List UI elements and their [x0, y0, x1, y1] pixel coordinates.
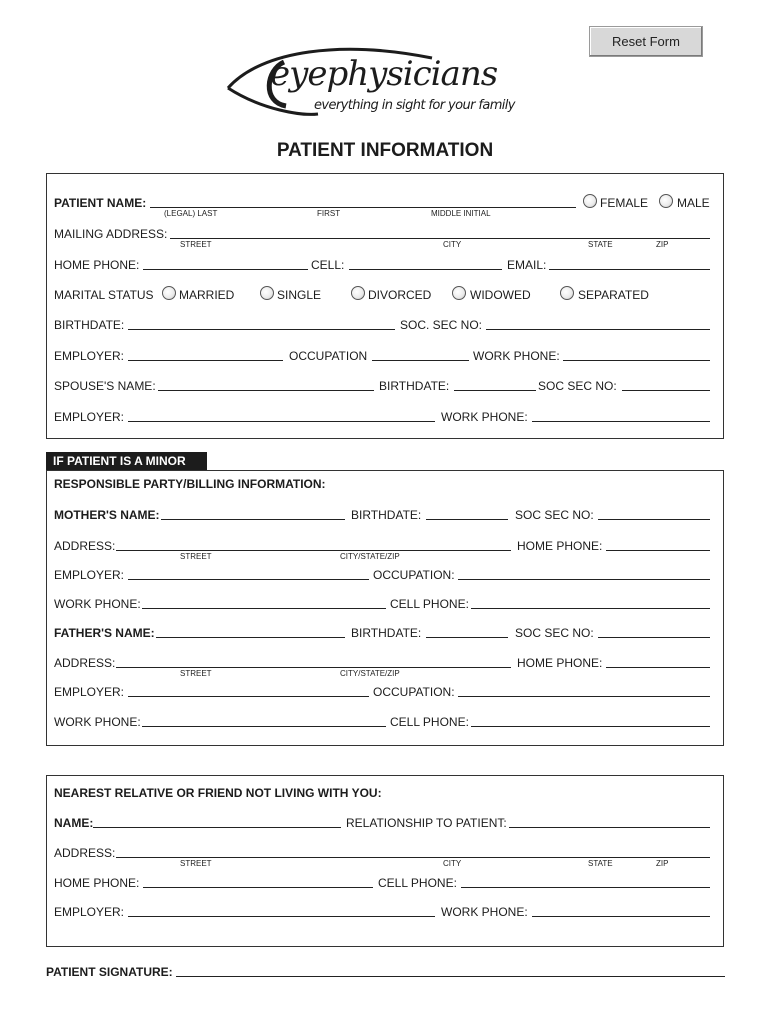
marital-status-label: MARITAL STATUS [54, 288, 154, 302]
sub-middle: MIDDLE INITIAL [431, 209, 491, 218]
father-sub-street: STREET [180, 669, 212, 678]
father-birthdate-line[interactable] [426, 637, 508, 638]
father-home-phone-line[interactable] [606, 667, 710, 668]
logo [222, 44, 532, 120]
birthdate-line[interactable] [128, 329, 395, 330]
mother-birthdate-line[interactable] [426, 519, 508, 520]
mother-cell-phone-line[interactable] [471, 608, 710, 609]
father-name-line[interactable] [156, 637, 345, 638]
mailing-address-label: MAILING ADDRESS: [54, 227, 168, 241]
single-label: SINGLE [277, 288, 322, 302]
father-employer-line[interactable] [128, 696, 369, 697]
mother-occupation-label: OCCUPATION: [373, 568, 455, 582]
page-title: PATIENT INFORMATION [276, 140, 494, 161]
reset-form-button[interactable]: Reset Form [589, 26, 703, 57]
sub-zip: ZIP [656, 240, 669, 249]
relative-sub-street: STREET [180, 859, 212, 868]
work-phone2-label: WORK PHONE: [441, 410, 528, 424]
father-soc-label: SOC SEC NO: [515, 626, 594, 640]
relative-name-label: NAME: [54, 816, 94, 830]
work-phone2-line[interactable] [532, 421, 710, 422]
widowed-radio[interactable] [452, 286, 466, 300]
relative-work-phone-label: WORK PHONE: [441, 905, 528, 919]
female-radio[interactable] [583, 194, 597, 208]
divorced-label: DIVORCED [368, 288, 432, 302]
single-radio[interactable] [260, 286, 274, 300]
logo-brand: eyephysicians [270, 54, 498, 94]
father-sub-csz: CITY/STATE/ZIP [340, 669, 400, 678]
employer-line[interactable] [128, 360, 283, 361]
married-label: MARRIED [179, 288, 235, 302]
mother-sub-csz: CITY/STATE/ZIP [340, 552, 400, 561]
relative-sub-city: CITY [443, 859, 462, 868]
mother-birthdate-label: BIRTHDATE: [351, 508, 422, 522]
soc-sec-label: SOC. SEC NO: [400, 318, 483, 332]
mother-sub-street: STREET [180, 552, 212, 561]
mother-address-label: ADDRESS: [54, 539, 116, 553]
separated-label: SEPARATED [578, 288, 649, 302]
relationship-line[interactable] [509, 827, 710, 828]
employer2-line[interactable] [128, 421, 435, 422]
relative-sub-state: STATE [588, 859, 613, 868]
relative-home-phone-label: HOME PHONE: [54, 876, 140, 890]
spouse-birthdate-line[interactable] [454, 390, 536, 391]
mother-work-phone-line[interactable] [142, 608, 386, 609]
work-phone-line[interactable] [563, 360, 710, 361]
patient-name-line[interactable] [150, 207, 576, 208]
spouse-soc-line[interactable] [622, 390, 710, 391]
mother-employer-label: EMPLOYER: [54, 568, 125, 582]
separated-radio[interactable] [560, 286, 574, 300]
relative-employer-label: EMPLOYER: [54, 905, 125, 919]
father-address-label: ADDRESS: [54, 656, 116, 670]
father-birthdate-label: BIRTHDATE: [351, 626, 422, 640]
mother-home-phone-label: HOME PHONE: [517, 539, 603, 553]
father-occupation-label: OCCUPATION: [373, 685, 455, 699]
employer2-label: EMPLOYER: [54, 410, 125, 424]
spouse-name-line[interactable] [158, 390, 374, 391]
cell-line[interactable] [349, 269, 502, 270]
work-phone-label: WORK PHONE: [473, 349, 560, 363]
sub-city: CITY [443, 240, 462, 249]
relative-address-label: ADDRESS: [54, 846, 116, 860]
spouse-birthdate-label: BIRTHDATE: [379, 379, 450, 393]
relative-cell-phone-line[interactable] [461, 887, 710, 888]
relationship-label: RELATIONSHIP TO PATIENT: [346, 816, 507, 830]
occupation-line[interactable] [372, 360, 469, 361]
patient-section [46, 173, 724, 439]
father-cell-phone-line[interactable] [471, 726, 710, 727]
email-label: EMAIL: [507, 258, 547, 272]
sub-first: FIRST [317, 209, 341, 218]
male-radio[interactable] [659, 194, 673, 208]
father-employer-label: EMPLOYER: [54, 685, 125, 699]
mother-soc-line[interactable] [598, 519, 710, 520]
mother-home-phone-line[interactable] [606, 550, 710, 551]
mother-work-phone-label: WORK PHONE: [54, 597, 141, 611]
birthdate-label: BIRTHDATE: [54, 318, 125, 332]
home-phone-line[interactable] [143, 269, 308, 270]
relative-cell-phone-label: CELL PHONE: [378, 876, 457, 890]
relative-employer-line[interactable] [128, 916, 435, 917]
relative-heading: NEAREST RELATIVE OR FRIEND NOT LIVING WITH YOU: [54, 786, 382, 800]
father-address-line[interactable] [116, 667, 511, 668]
mother-occupation-line[interactable] [458, 579, 710, 580]
father-soc-line[interactable] [598, 637, 710, 638]
responsible-party-heading: RESPONSIBLE PARTY/BILLING INFORMATION: [54, 477, 326, 491]
mother-soc-label: SOC SEC NO: [515, 508, 594, 522]
mother-name-label: MOTHER'S NAME: [54, 508, 160, 522]
mother-address-line[interactable] [116, 550, 511, 551]
sub-street: STREET [180, 240, 212, 249]
father-occupation-line[interactable] [458, 696, 710, 697]
relative-name-line[interactable] [93, 827, 341, 828]
relative-home-phone-line[interactable] [143, 887, 373, 888]
patient-signature-label: PATIENT SIGNATURE: [46, 965, 173, 979]
relative-sub-zip: ZIP [656, 859, 669, 868]
logo-tagline: everything in sight for your family [314, 98, 515, 113]
father-work-phone-label: WORK PHONE: [54, 715, 141, 729]
father-work-phone-line[interactable] [142, 726, 386, 727]
relative-section [46, 775, 724, 947]
divorced-radio[interactable] [351, 286, 365, 300]
sub-last: (LEGAL) LAST [164, 209, 218, 218]
relative-address-line[interactable] [116, 857, 710, 858]
patient-signature-line[interactable] [176, 976, 725, 977]
sub-state: STATE [588, 240, 613, 249]
married-radio[interactable] [162, 286, 176, 300]
mother-name-line[interactable] [161, 519, 345, 520]
occupation-label: OCCUPATION [289, 349, 368, 363]
mother-cell-phone-label: CELL PHONE: [390, 597, 469, 611]
female-label: FEMALE [600, 196, 649, 210]
cell-label: CELL: [311, 258, 345, 272]
father-cell-phone-label: CELL PHONE: [390, 715, 469, 729]
mother-employer-line[interactable] [128, 579, 369, 580]
father-name-label: FATHER'S NAME: [54, 626, 155, 640]
mailing-address-line[interactable] [170, 238, 710, 239]
spouse-name-label: SPOUSE'S NAME: [54, 379, 156, 393]
widowed-label: WIDOWED [470, 288, 531, 302]
patient-name-label: PATIENT NAME: [54, 196, 147, 210]
home-phone-label: HOME PHONE: [54, 258, 140, 272]
soc-sec-line[interactable] [486, 329, 710, 330]
male-label: MALE [677, 196, 710, 210]
employer-label: EMPLOYER: [54, 349, 125, 363]
relative-work-phone-line[interactable] [532, 916, 710, 917]
spouse-soc-label: SOC SEC NO: [538, 379, 617, 393]
minor-tab: IF PATIENT IS A MINOR [46, 452, 207, 471]
email-line[interactable] [549, 269, 710, 270]
father-home-phone-label: HOME PHONE: [517, 656, 603, 670]
